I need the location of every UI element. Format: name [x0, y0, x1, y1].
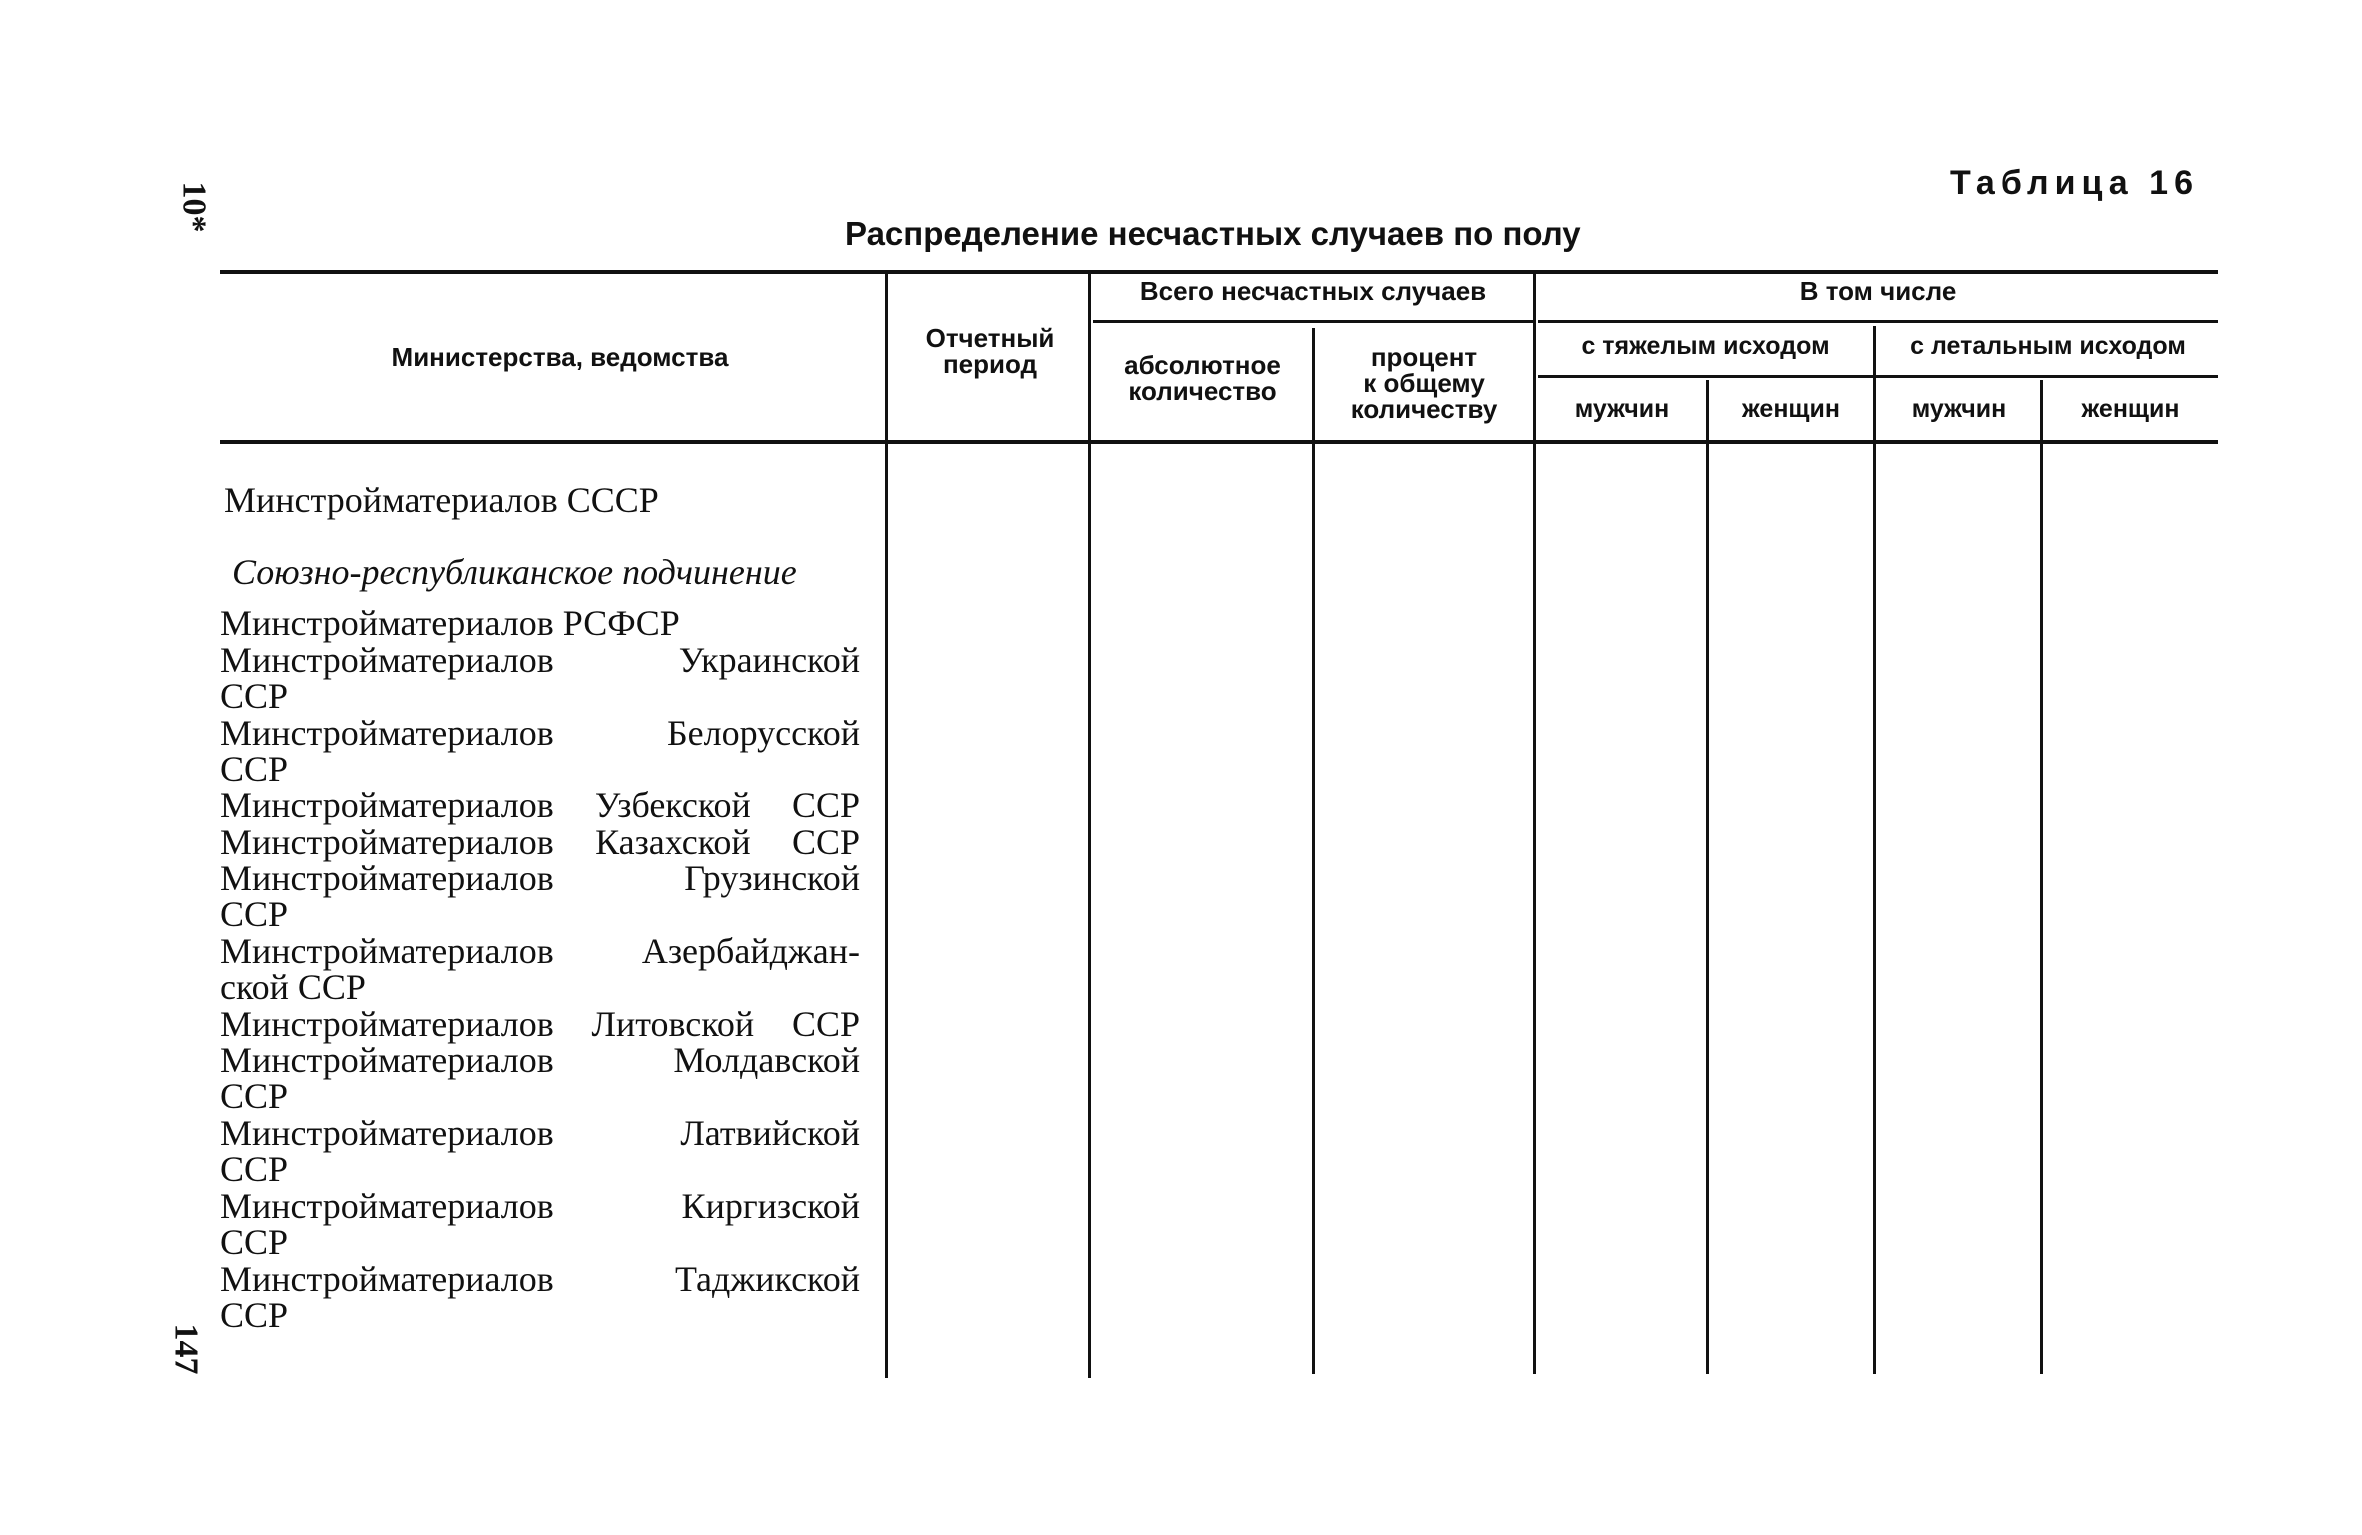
header-percent-line1: процент — [1370, 342, 1478, 372]
row-line: ССР — [220, 1222, 289, 1262]
col-divider-percent — [1312, 328, 1315, 1374]
row-line: ССР — [220, 749, 289, 789]
row-tajik — [220, 1261, 860, 1333]
margin-note-top: 10* — [175, 181, 213, 233]
row-kirghiz — [220, 1188, 860, 1260]
page-number: 147 — [167, 1323, 205, 1375]
header-severe: с тяжелым исходом — [1581, 332, 1830, 360]
header-period-line2: период — [942, 349, 1038, 379]
row-line: ССР — [220, 676, 289, 716]
col-divider-period — [885, 274, 888, 1378]
row-moldavian — [220, 1042, 860, 1114]
header-absolute-line1: абсолютное — [1124, 350, 1281, 380]
row-ussr — [224, 482, 744, 518]
row-azerbaijani — [220, 933, 860, 1005]
row-ukrainian — [220, 642, 860, 714]
header-severe-men: мужчин — [1574, 395, 1670, 423]
row-kazakh — [220, 824, 860, 860]
row-lithuanian — [220, 1006, 860, 1042]
row-line: Минстройматериалов РСФСР — [220, 603, 680, 643]
row-line: ской ССР — [220, 967, 366, 1007]
header-severe-women: женщин — [1742, 395, 1840, 423]
row-line: Минстройматериалов Латвийской — [220, 1113, 860, 1153]
row-line: Минстройматериалов Узбекской ССР — [220, 785, 860, 825]
row-line: Минстройматериалов Литовской ССР — [220, 1004, 860, 1044]
header-absolute — [1093, 352, 1312, 404]
col-divider-absolute — [1088, 274, 1091, 1378]
table-title: Распределение несчастных случаев по полу — [845, 215, 1581, 252]
row-line: ССР — [220, 1295, 289, 1335]
row-line: Минстройматериалов Таджикской — [220, 1259, 860, 1299]
row-line: Минстройматериалов СССР — [224, 480, 659, 520]
header-lethal: с летальным исходом — [1910, 332, 2186, 360]
header-ministries: Министерства, ведомства — [391, 342, 729, 372]
row-line: ССР — [220, 1076, 289, 1116]
header-percent-line3: количеству — [1350, 394, 1498, 424]
row-latvian — [220, 1115, 860, 1187]
header-period — [895, 325, 1085, 377]
row-line: Минстройматериалов Молдавской — [220, 1040, 860, 1080]
row-line: Минстройматериалов Казахской ССР — [220, 822, 860, 862]
col-divider-including — [1533, 274, 1536, 1374]
header-bottom-rule — [220, 440, 2218, 444]
row-line: ССР — [220, 1149, 289, 1189]
row-line: Минстройматериалов Грузинской — [220, 858, 860, 898]
header-percent-line2: к общему — [1363, 368, 1485, 398]
outcome-sub-rule — [1538, 375, 2218, 378]
header-including: В том числе — [1799, 276, 1957, 306]
header-total: Всего несчастных случаев — [1139, 276, 1487, 306]
row-georgian — [220, 860, 860, 932]
header-percent — [1315, 344, 1533, 422]
header-lethal-women: женщин — [2081, 395, 2180, 423]
row-belarusian — [220, 715, 860, 787]
header-period-line1: Отчетный — [925, 323, 1055, 353]
row-union-republican — [232, 554, 872, 590]
table-top-rule — [220, 270, 2218, 274]
row-line: ССР — [220, 894, 289, 934]
header-absolute-line2: количество — [1128, 376, 1277, 406]
row-line: Минстройматериалов Киргизской — [220, 1186, 860, 1226]
table-number: Таблица 16 — [1950, 164, 2199, 202]
col-divider-lethal — [1873, 326, 1876, 1374]
row-uzbek — [220, 787, 860, 823]
row-rsfsr — [220, 605, 860, 641]
col-divider-severe-women — [1706, 380, 1709, 1374]
row-line: Минстройматериалов Белорусской — [220, 713, 860, 753]
header-lethal-men: мужчин — [1911, 395, 2007, 423]
including-sub-rule — [1538, 320, 2218, 323]
row-line: Союзно-республиканское подчинение — [232, 552, 797, 592]
row-line: Минстройматериалов Азербайджан- — [220, 931, 860, 971]
total-sub-rule — [1093, 320, 1533, 323]
col-divider-lethal-women — [2040, 380, 2043, 1374]
row-line: Минстройматериалов Украинской — [220, 640, 860, 680]
